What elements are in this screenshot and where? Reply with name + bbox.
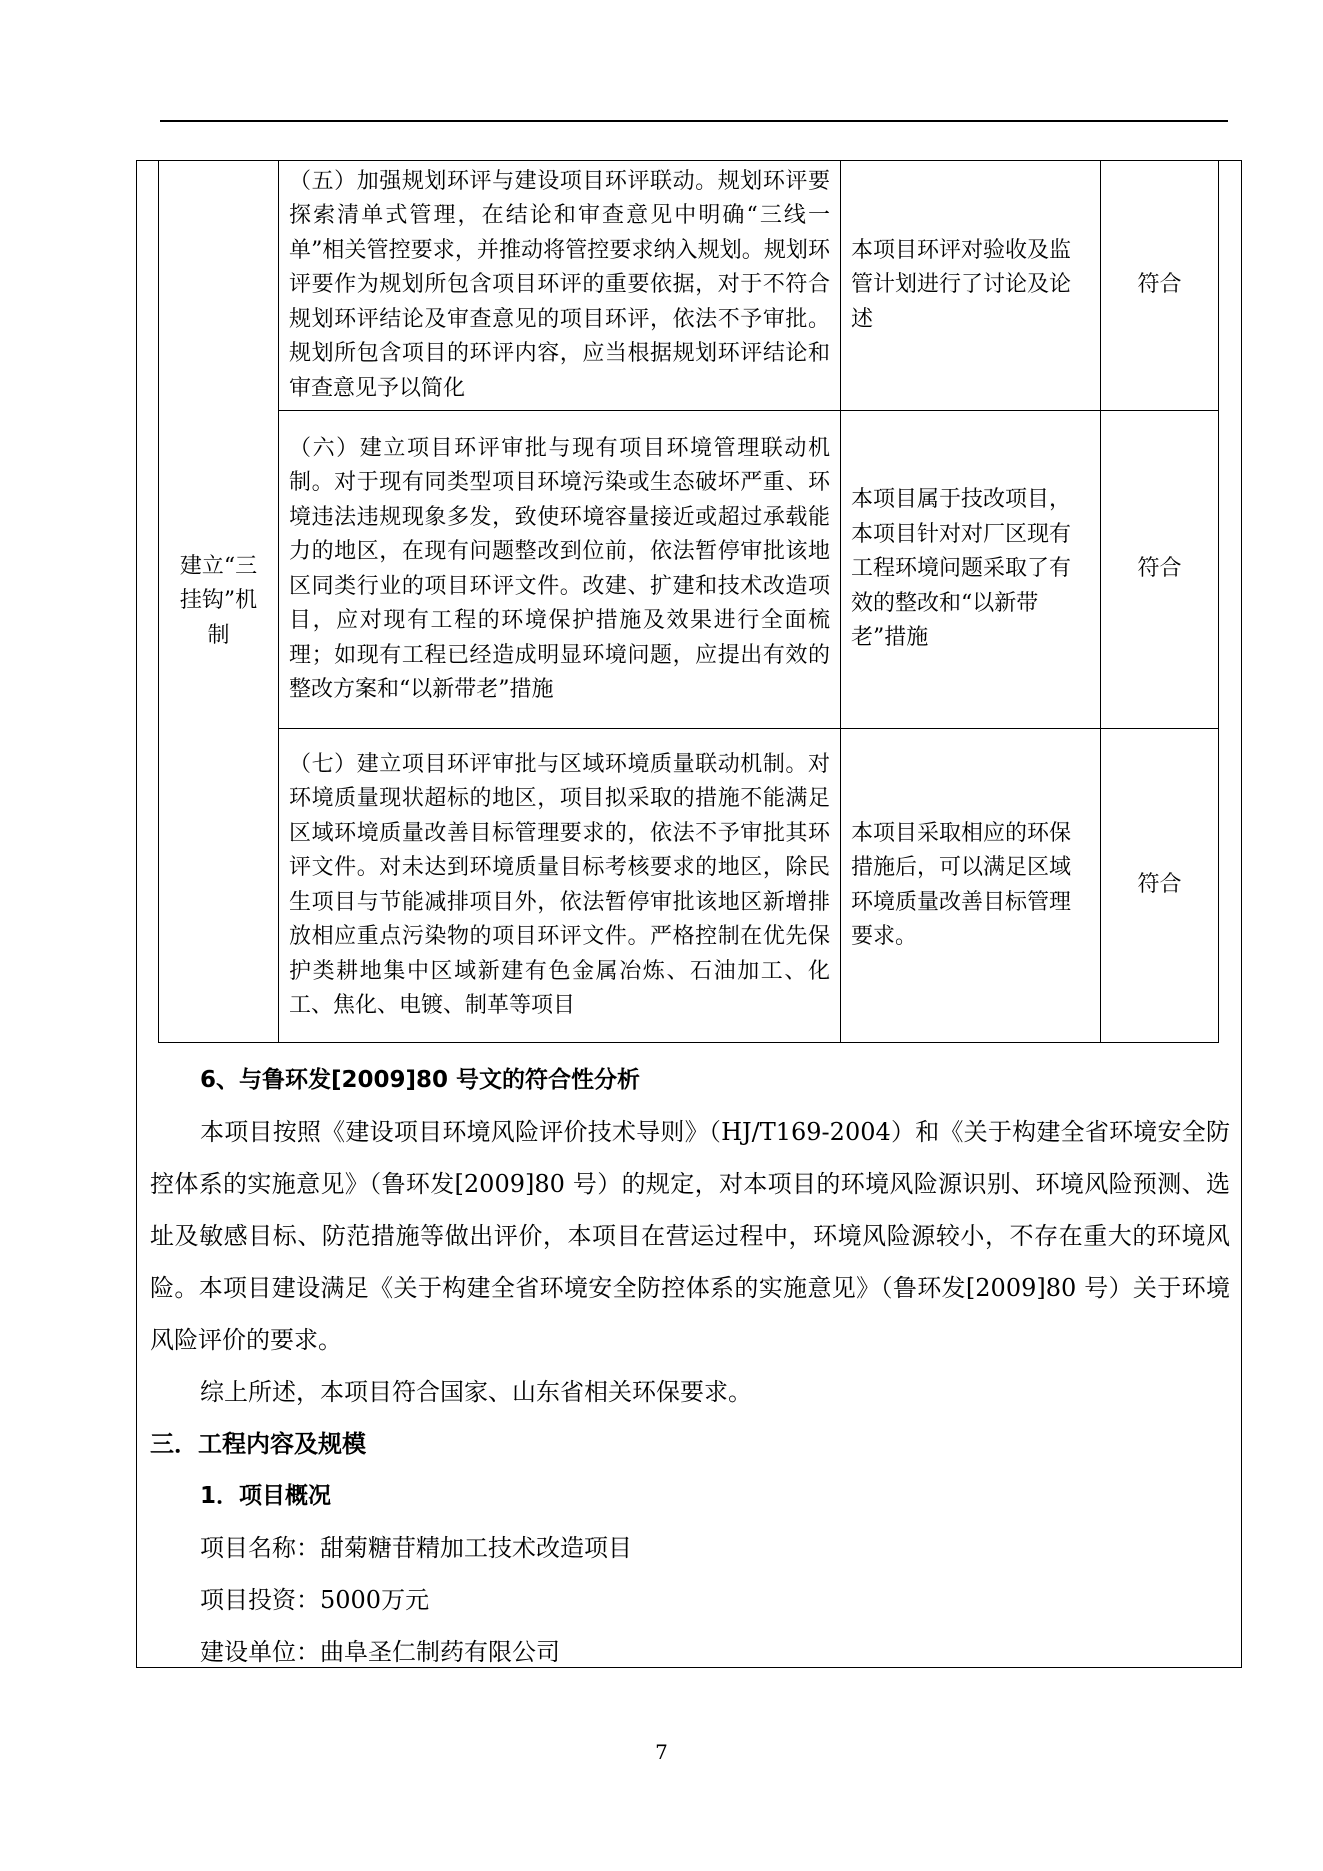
status-cell: 本项目属于技改项目，本项目针对对厂区现有工程环境问题采取了有效的整改和“以新带老”措施 bbox=[841, 411, 1101, 729]
table-row bbox=[159, 411, 1219, 729]
project-overview-heading: 1．项目概况 bbox=[200, 1483, 332, 1509]
table-row bbox=[159, 729, 1219, 1043]
section6-conclusion: 综上所述，本项目符合国家、山东省相关环保要求。 bbox=[200, 1378, 752, 1406]
section6-heading: 6、与鲁环发[2009]80 号文的符合性分析 bbox=[200, 1067, 641, 1093]
project-name: 项目名称：甜菊糖苷精加工技术改造项目 bbox=[200, 1534, 632, 1562]
result-cell: 符合 bbox=[1101, 411, 1219, 729]
requirement-cell: （七）建立项目环评审批与区域环境质量联动机制。对环境质量现状超标的地区，项目拟采取的措施不能满足区域环境质量改善目标管理要求的，依法不予审批其环评文件。对未达到环境质量目标考核要求的地区，除民生项目与节能减排项目外，依法暂停审批该地区新增排放相应重点污染物的项目环评文件。严格控制在优先保护类耕地集中区域新建有色金属冶炼、石油加工、化工、焦化、电镀、制革等项目 bbox=[279, 729, 841, 1043]
requirement-cell: （五）加强规划环评与建设项目环评联动。规划环评要探索清单式管理，在结论和审查意见中明确“三线一单”相关管控要求，并推动将管控要求纳入规划。规划环评要作为规划所包含项目环评的重要依据，对于不符合规划环评结论及审查意见的项目环评，依法不予审批。规划所包含项目的环评内容，应当根据规划环评结论和审查意见予以简化 bbox=[279, 161, 841, 411]
header-rule bbox=[160, 120, 1228, 122]
project-builder: 建设单位：曲阜圣仁制药有限公司 bbox=[200, 1638, 560, 1666]
body-text bbox=[150, 1054, 1230, 1678]
section3-heading: 三．工程内容及规模 bbox=[150, 1430, 366, 1458]
compliance-table bbox=[158, 160, 1219, 1043]
requirement-cell: （六）建立项目环评审批与现有项目环境管理联动机制。对于现有同类型项目环境污染或生态破坏严重、环境违法违规现象多发，致使环境容量接近或超过承载能力的地区，在现有问题整改到位前，依法暂停审批该地区同类行业的项目环评文件。改建、扩建和技术改造项目，应对现有工程的环境保护措施及效果进行全面梳理；如现有工程已经造成明显环境问题，应提出有效的整改方案和“以新带老”措施 bbox=[279, 411, 841, 729]
table-row bbox=[159, 161, 1219, 411]
result-cell: 符合 bbox=[1101, 161, 1219, 411]
result-cell: 符合 bbox=[1101, 729, 1219, 1043]
status-cell: 本项目采取相应的环保措施后，可以满足区域环境质量改善目标管理要求。 bbox=[841, 729, 1101, 1043]
section6-paragraph: 本项目按照《建设项目环境风险评价技术导则》（HJ/T169-2004）和《关于构建全省环境安全防控体系的实施意见》（鲁环发[2009]80 号）的规定，对本项目的环境风险源识别、环境风险预测、选址及敏感目标、防范措施等做出评价，本项目在营运过程中，环境风险源较小，不存在重大的环境风险。本项目建设满足《关于构建全省环境安全防控体系的实施意见》（鲁环发[2009]80 号）关于环境风险评价的要求。 bbox=[150, 1118, 1230, 1354]
project-investment: 项目投资：5000万元 bbox=[200, 1586, 430, 1614]
category-cell: 建立“三挂钩”机制 bbox=[159, 161, 279, 1043]
status-cell: 本项目环评对验收及监管计划进行了讨论及论述 bbox=[841, 161, 1101, 411]
page-number: 7 bbox=[655, 1740, 668, 1764]
